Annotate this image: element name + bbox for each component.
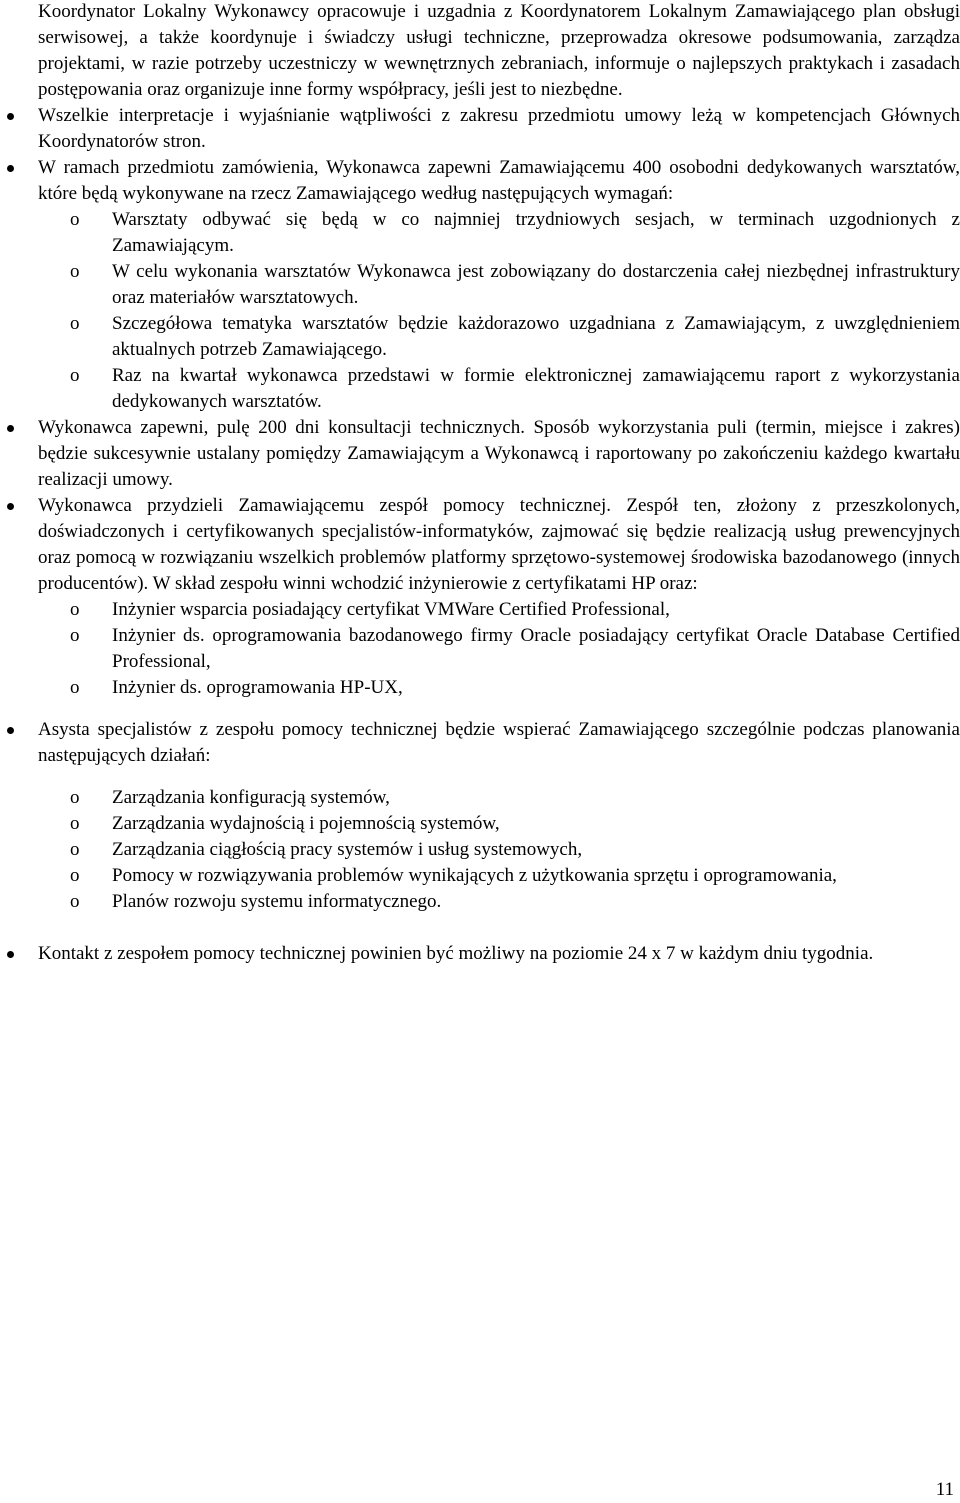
spacer: [38, 915, 960, 941]
sub-item: [70, 311, 960, 363]
sub-item: [70, 259, 960, 311]
page-number: 11: [935, 1479, 954, 1500]
bullet-item: Kontakt z zespołem pomocy technicznej powinien być możliwy na poziomie 24 x 7 w każdym dniu tygodnia.: [38, 941, 960, 967]
sub-item-text: Warsztaty odbywać się będą w co najmniej trzydniowych sesjach, w terminach uzgodnionych z Zamawiającym.: [112, 209, 960, 256]
sub-item: [70, 623, 960, 675]
bullet-item: Wykonawca przydzieli Zamawiającemu zespół pomocy technicznej. Zespół ten, złożony z przeszkolonych, doświadczonych i certyfikowanych specjalistów-informatyków, zajmować się będzie realizacją usług prewencyjnych oraz pomocą w rozwiązaniu wszelkich problemów platformy sprzętowo-systemowej środowiska bazodanowego (innych producentów). W skład zespołu winni wchodzić inżynierowie z certyfikatami HP oraz:: [38, 493, 960, 597]
sub-item: [70, 811, 960, 837]
sub-marker: o: [70, 865, 80, 886]
spacer: [38, 769, 960, 785]
sub-marker: o: [70, 677, 80, 698]
sub-item: [70, 597, 960, 623]
sub-item-text: Planów rozwoju systemu informatycznego.: [112, 891, 442, 912]
sub-marker: o: [70, 891, 80, 912]
sub-item-text: Zarządzania konfiguracją systemów,: [112, 787, 390, 808]
bullet-item: Wszelkie interpretacje i wyjaśnianie wątpliwości z zakresu przedmiotu umowy leżą w kompetencjach Głównych Koordynatorów stron.: [38, 103, 960, 155]
document-body: [38, 0, 960, 967]
sub-item-text: W celu wykonania warsztatów Wykonawca jest zobowiązany do dostarczenia całej niezbędnej infrastruktury oraz materiałów warsztatowych.: [112, 261, 960, 308]
sub-marker: o: [70, 787, 80, 808]
sub-item: [70, 207, 960, 259]
sub-marker: o: [70, 813, 80, 834]
sub-item-text: Inżynier ds. oprogramowania HP-UX,: [112, 677, 403, 698]
sub-item: [70, 863, 960, 889]
sub-marker: o: [70, 261, 80, 282]
sub-item: [70, 889, 960, 915]
sub-item: [70, 675, 960, 701]
sub-marker: o: [70, 365, 80, 386]
sub-marker: o: [70, 839, 80, 860]
bullet-item: Wykonawca zapewni, pulę 200 dni konsultacji technicznych. Sposób wykorzystania puli (termin, miejsce i zakres) będzie sukcesywnie ustalany pomiędzy Zamawiającym a Wykonawcą i raportowany po zakończeniu każdego kwartału realizacji umowy.: [38, 415, 960, 493]
intro-paragraph: Koordynator Lokalny Wykonawcy opracowuje i uzgadnia z Koordynatorem Lokalnym Zamawiającego plan obsługi serwisowej, a także koordynuje i świadczy usługi techniczne, przeprowadza okresowe podsumowania, zarządza projektami, w razie potrzeby uczestniczy w wewnętrznych zebraniach, informuje o najlepszych praktykach i zasadach postępowania oraz organizuje inne formy współpracy, jeśli jest to niezbędne.: [38, 1, 960, 100]
sub-item-text: Raz na kwartał wykonawca przedstawi w formie elektronicznej zamawiającemu raport z wykorzystania dedykowanych warsztatów.: [112, 365, 960, 412]
sub-item-text: Inżynier wsparcia posiadający certyfikat VMWare Certified Professional,: [112, 599, 670, 620]
sub-item-text: Pomocy w rozwiązywania problemów wynikających z użytkowania sprzętu i oprogramowania,: [112, 865, 837, 886]
bullet-item: Asysta specjalistów z zespołu pomocy technicznej będzie wspierać Zamawiającego szczególnie podczas planowania następujących działań:: [38, 717, 960, 769]
sub-item: [70, 785, 960, 811]
sub-item-text: Szczegółowa tematyka warsztatów będzie każdorazowo uzgadniana z Zamawiającym, z uwzględnieniem aktualnych potrzeb Zamawiającego.: [112, 313, 960, 360]
sub-marker: o: [70, 599, 80, 620]
sub-marker: o: [70, 209, 80, 230]
sub-item-text: Zarządzania wydajnością i pojemnością systemów,: [112, 813, 500, 834]
bullet-item: W ramach przedmiotu zamówienia, Wykonawca zapewni Zamawiającemu 400 osobodni dedykowanych warsztatów, które będą wykonywane na rzecz Zamawiającego według następujących wymagań:: [38, 155, 960, 207]
sub-item-text: Inżynier ds. oprogramowania bazodanowego firmy Oracle posiadający certyfikat Oracle Database Certified Professional,: [112, 625, 960, 672]
sub-item: [70, 837, 960, 863]
spacer: [38, 701, 960, 717]
sub-marker: o: [70, 313, 80, 334]
sub-marker: o: [70, 625, 80, 646]
sub-item: [70, 363, 960, 415]
sub-item-text: Zarządzania ciągłością pracy systemów i usług systemowych,: [112, 839, 583, 860]
